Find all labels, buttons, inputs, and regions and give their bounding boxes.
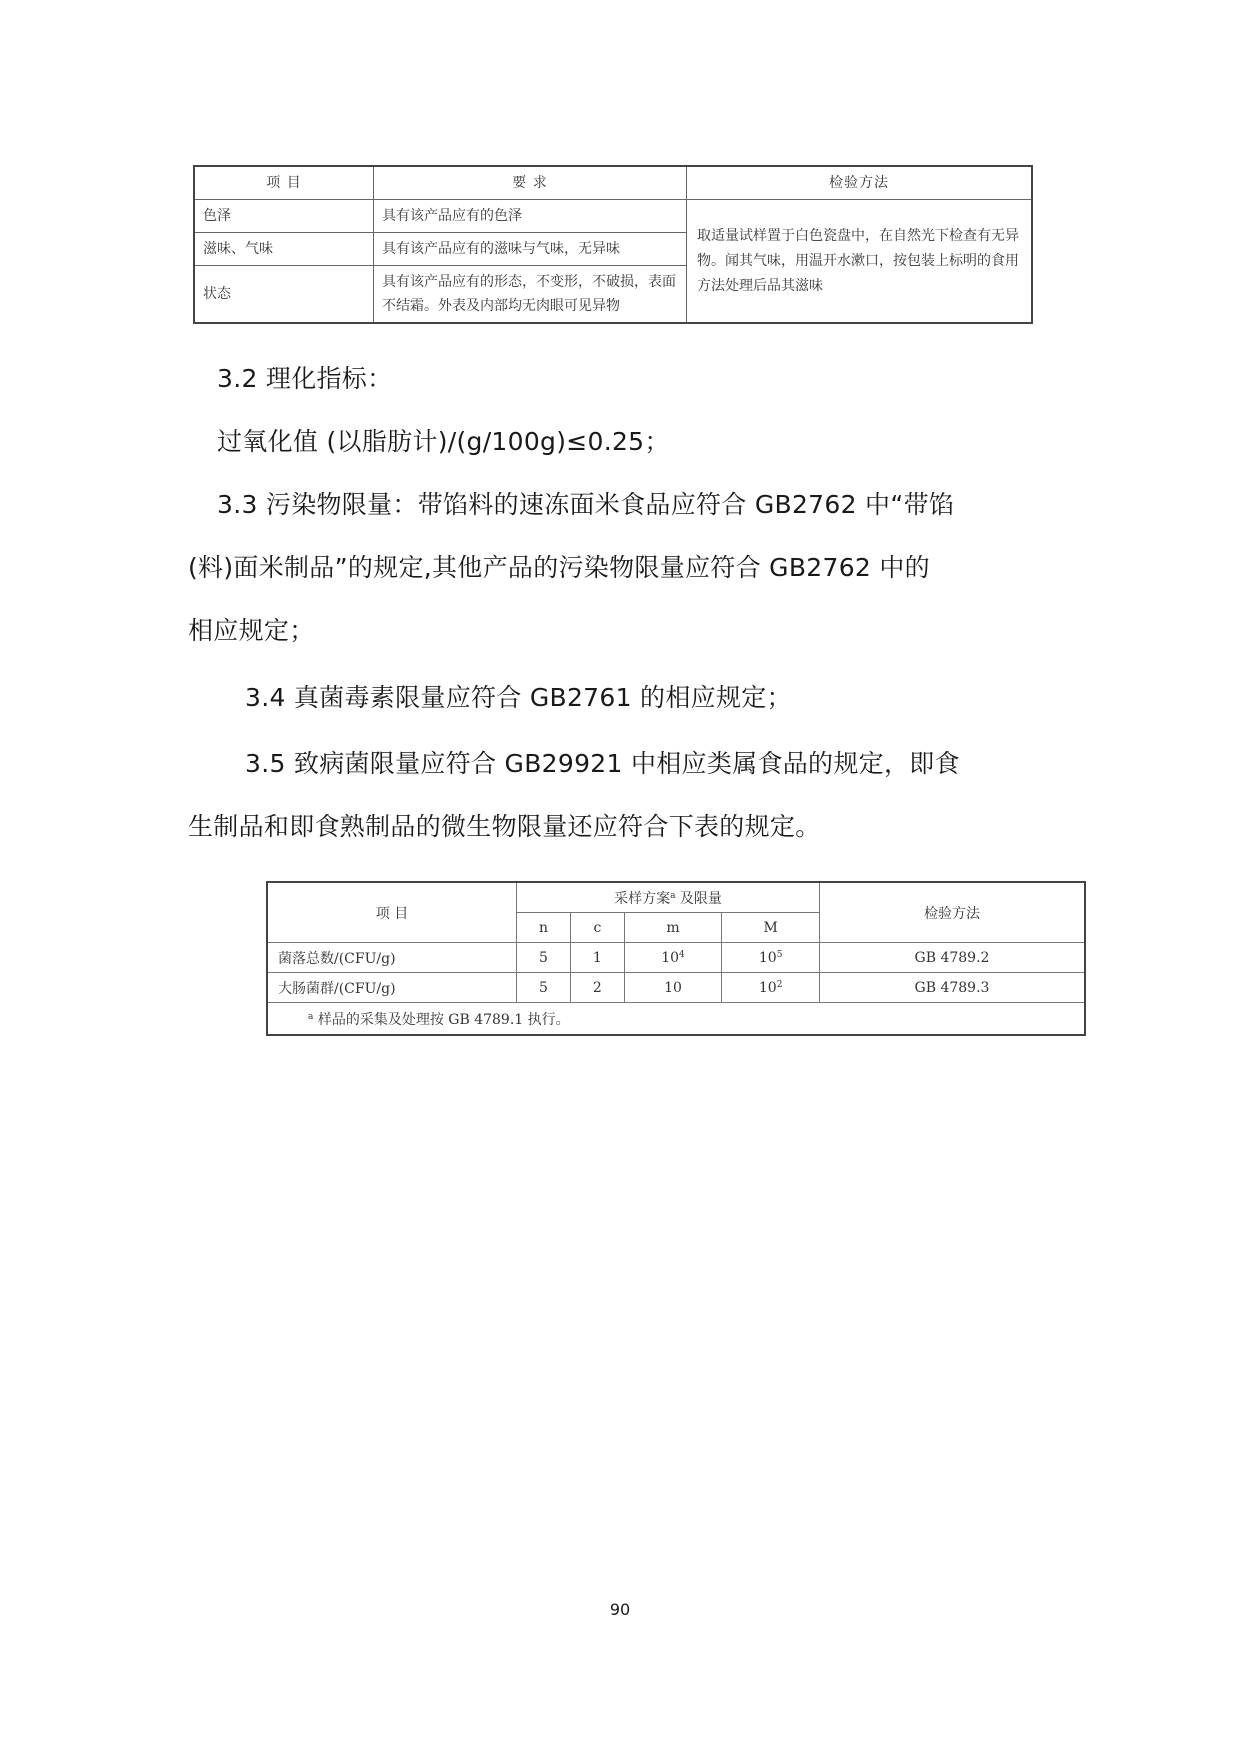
row-requirement: 具有该产品应有的滋味与气味，无异味 <box>374 233 687 266</box>
page-number: 90 <box>609 1600 631 1619</box>
row-method: GB 4789.3 <box>820 973 1086 1003</box>
row-m: $10^4$ <box>624 943 722 973</box>
header-n: n <box>517 913 571 943</box>
header-c: c <box>571 913 625 943</box>
row-c: 2 <box>571 973 625 1003</box>
table-footnote: $^a$ 样品的采集及处理按 GB 4789.1 执行。 <box>267 1003 1085 1036</box>
table-row <box>267 973 1085 1003</box>
row-requirement: 具有该产品应有的色泽 <box>374 200 687 233</box>
section-3-3-line1: 3.3 污染物限量：带馅料的速冻面米食品应符合 GB2762 中“带馅 <box>217 490 955 519</box>
row-M: $10^5$ <box>722 943 820 973</box>
row-m: 10 <box>624 973 722 1003</box>
header-M: M <box>722 913 820 943</box>
header-requirement: 要 求 <box>374 166 687 200</box>
header-method: 检验方法 <box>820 882 1086 943</box>
row-item: 色泽 <box>194 200 374 233</box>
row-requirement: 具有该产品应有的形态，不变形，不破损，表面不结霜。外表及内部均无肉眼可见异物 <box>374 266 687 324</box>
row-n: 5 <box>517 973 571 1003</box>
row-item: 滋味、气味 <box>194 233 374 266</box>
row-M: $10^2$ <box>722 973 820 1003</box>
table-header-row <box>267 882 1085 913</box>
row-item: 状态 <box>194 266 374 324</box>
table-header-row <box>194 166 1032 200</box>
method-cell: 取适量试样置于白色瓷盘中，在自然光下检查有无异物。闻其气味，用温开水漱口，按包装上标明的食用方法处理后品其滋味 <box>687 200 1033 324</box>
section-3-2-title: 3.2 理化指标： <box>217 364 393 393</box>
table-row <box>194 200 1032 233</box>
section-3-3-line2: (料)面米制品”的规定,其他产品的污染物限量应符合 GB2762 中的 <box>188 553 930 582</box>
header-m: m <box>624 913 722 943</box>
row-item: 菌落总数/(CFU/g) <box>267 943 517 973</box>
table-note-row <box>267 1003 1085 1036</box>
header-method: 检验方法 <box>687 166 1033 200</box>
row-item: 大肠菌群/(CFU/g) <box>267 973 517 1003</box>
microbial-limits-table <box>266 881 1086 1036</box>
sensory-requirements-table <box>193 165 1033 324</box>
row-c: 1 <box>571 943 625 973</box>
section-3-5-line2: 生制品和即食熟制品的微生物限量还应符合下表的规定。 <box>188 812 821 841</box>
row-method: GB 4789.2 <box>820 943 1086 973</box>
table-row <box>267 943 1085 973</box>
peroxide-value-text: 过氧化值 (以脂肪计)/(g/100g)≤0.25； <box>217 427 670 456</box>
header-item: 项 目 <box>194 166 374 200</box>
row-n: 5 <box>517 943 571 973</box>
section-3-3-line3: 相应规定； <box>188 616 315 645</box>
header-sampling-plan: 采样方案$^a$ 及限量 <box>517 882 820 913</box>
header-item: 项 目 <box>267 882 517 943</box>
section-3-5-line1: 3.5 致病菌限量应符合 GB29921 中相应类属食品的规定，即食 <box>245 749 960 778</box>
section-3-4-text: 3.4 真菌毒素限量应符合 GB2761 的相应规定； <box>245 683 792 712</box>
